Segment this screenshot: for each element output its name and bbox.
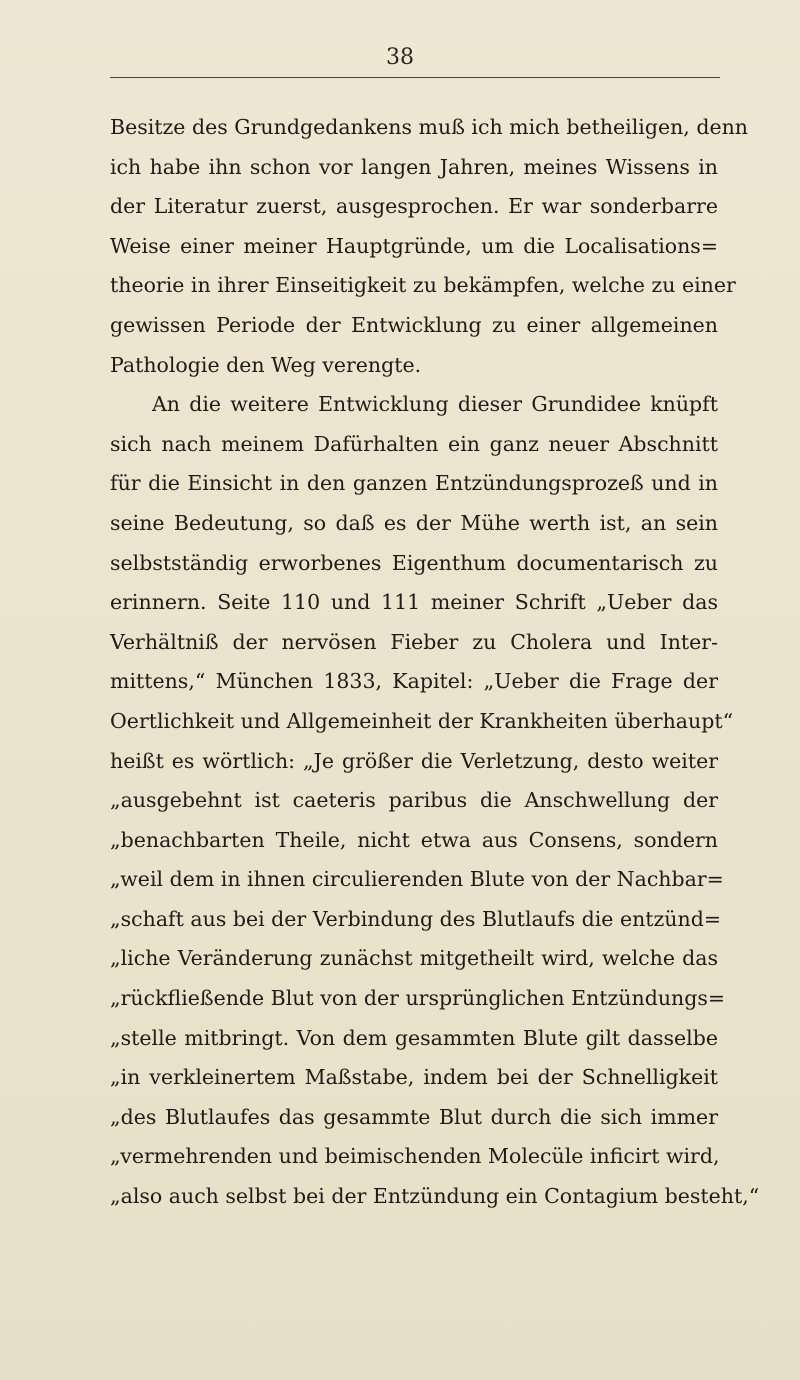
text-line: Pathologie den Weg verengte. [110,352,422,377]
text-line: „weil dem in ihnen circulierenden Blute von der Nachbar= [110,867,724,892]
text-line: theorie in ihrer Einseitigkeit zu bekämpfen, welche zu einer [110,273,736,298]
text-line: selbstständig erworbenes Eigenthum documentarisch zu [110,550,718,575]
text-line: „stelle mitbringt. Von dem gesammten Blute gilt dasselbe [110,1025,718,1050]
text-line: ich habe ihn schon vor langen Jahren, meines Wissens in [110,154,718,179]
text-line: mittens,“ München 1833, Kapitel: „Ueber die Frage der [110,669,718,694]
text-line: „schaft aus bei der Verbindung des Blutlaufs die entzünd= [110,906,722,931]
text-line: seine Bedeutung, so daß es der Mühe werth ist, an sein [110,510,718,535]
text-line: Verhältniß der nervösen Fieber zu Cholera und Inter- [110,629,718,654]
paragraph-start-line: An die weitere Entwicklung dieser Grundidee knüpft [152,392,718,417]
text-line: gewissen Periode der Entwicklung zu einer allgemeinen [110,312,718,337]
header-rule [110,77,720,78]
text-line: „des Blutlaufes das gesammte Blut durch die sich immer [110,1104,718,1129]
text-line: „liche Veränderung zunächst mitgetheilt wird, welche das [110,946,718,971]
text-line: „benachbarten Theile, nicht etwa aus Consens, sondern [110,827,718,852]
text-line: erinnern. Seite 110 und 111 meiner Schrift „Ueber das [110,590,718,615]
text-line: sich nach meinem Dafürhalten ein ganz neuer Abschnitt [110,431,718,456]
text-line: „rückfließende Blut von der ursprünglichen Entzündungs= [110,986,726,1011]
text-line: „also auch selbst bei der Entzündung ein Contagium besteht,“ [110,1184,760,1209]
text-line: Besitze des Grundgedankens muß ich mich betheiligen, denn [110,115,749,139]
body-text [110,108,760,1217]
text-line: Weise einer meiner Hauptgründe, um die Localisations= [110,233,718,258]
page-number: 38 [386,45,414,70]
text-line: „in verkleinertem Maßstabe, indem bei der Schnelligkeit [110,1065,718,1090]
text-line: heißt es wörtlich: „Je größer die Verletzung, desto weiter [110,748,718,773]
text-line: „vermehrenden und beimischenden Molecüle inficirt wird, [110,1144,720,1169]
text-line: für die Einsicht in den ganzen Entzündungsprozeß und in [110,471,718,496]
text-line: der Literatur zuerst, ausgesprochen. Er war sonderbarre [110,194,718,219]
text-line: Oertlichkeit und Allgemeinheit der Krankheiten überhaupt“ [110,708,734,733]
text-line: „ausgebehnt ist caeteris paribus die Anschwellung der [110,788,718,813]
